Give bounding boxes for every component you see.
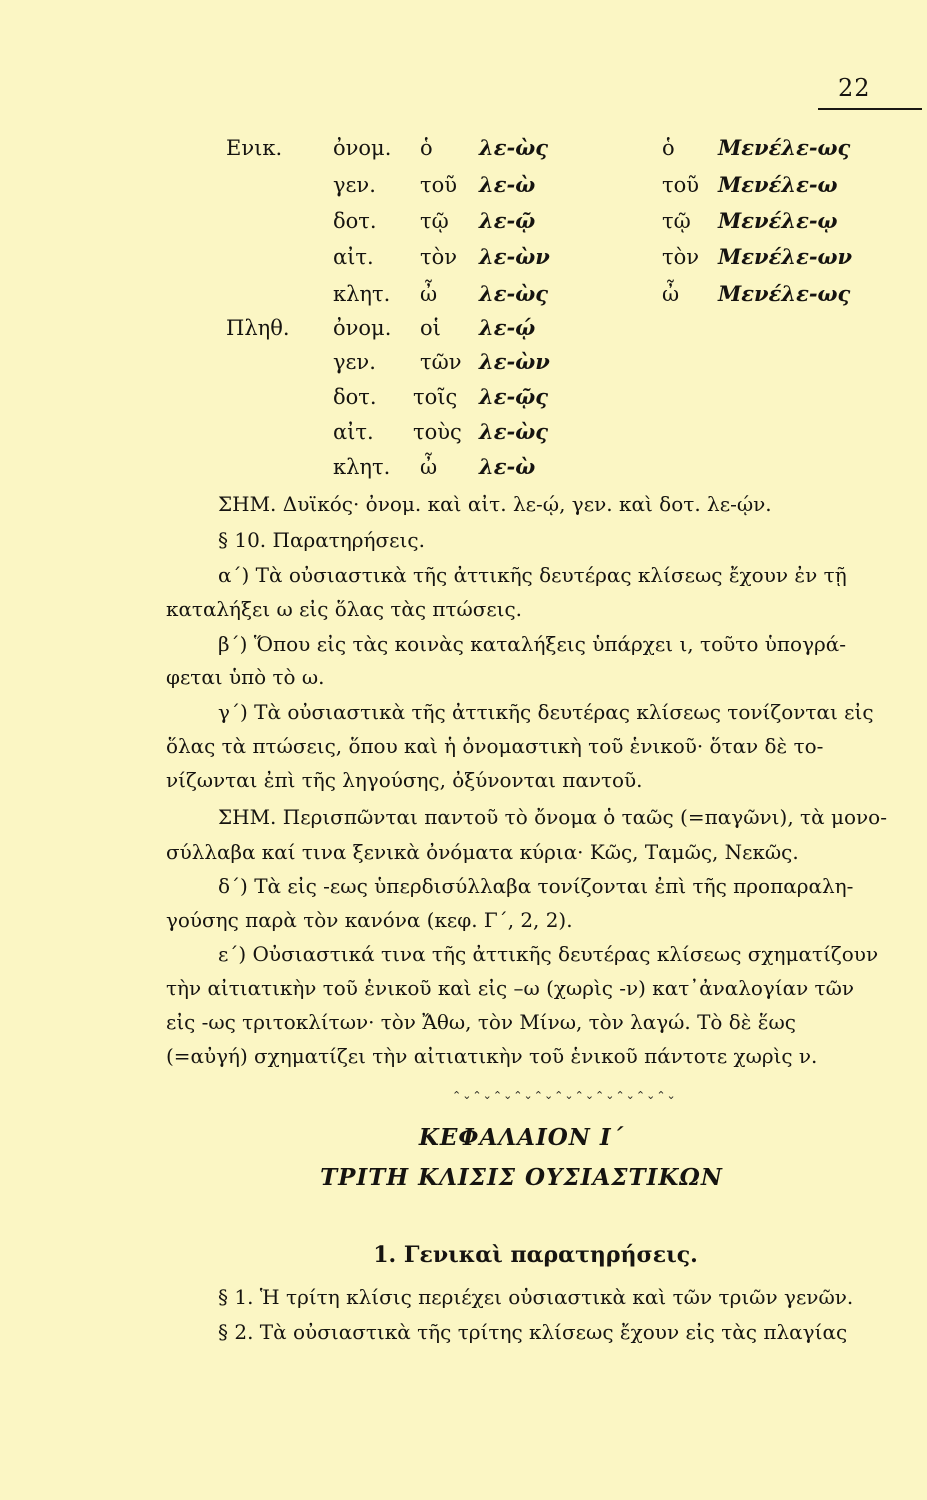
section-heading — [72, 1242, 927, 1268]
noun-form-text: λε-ὼ — [479, 172, 536, 197]
case-label: ὀνομ. — [333, 316, 392, 340]
article: τοῖς — [413, 385, 458, 409]
noun-form-2 — [718, 173, 838, 197]
noun-form-2 — [718, 209, 838, 233]
case-label: δοτ. — [333, 385, 377, 409]
note-perispomena-line-1: ΣΗΜ. Περισπῶνται παντοῦ τὸ ὄνομα ὁ ταῶς (=παγῶνι), τὰ μονο- — [218, 805, 887, 829]
case-label: ὀνομ. — [333, 136, 392, 160]
noun-form-text: λε-ῴ — [479, 315, 536, 340]
page-number: 22 — [838, 74, 871, 102]
noun-form-2-text: Μενέλε-ω — [718, 172, 838, 197]
chapter-title: ΤΡΙΤΗ ΚΛΙΣΙΣ ΟΥΣΙΑΣΤΙΚΩΝ — [320, 1164, 723, 1191]
chapter-number: ΚΕΦΑΛΑΙΟΝ Ι΄ — [418, 1124, 625, 1151]
noun-form-text: λε-ὼς — [479, 419, 548, 444]
noun-form — [479, 173, 535, 197]
noun-form — [479, 136, 548, 160]
rule-e-line-2: τὴν αἰτιατικὴν τοῦ ἑνικοῦ καὶ εἰς –ω (χωρὶς -ν) κατ᾿ἀναλογίαν τῶν — [166, 976, 854, 1000]
noun-form — [479, 455, 535, 479]
article-2: τοῦ — [662, 173, 700, 197]
case-label: δοτ. — [333, 209, 377, 233]
noun-form — [479, 316, 535, 340]
section-number: 1. — [373, 1242, 397, 1268]
page-header-rule — [818, 108, 922, 110]
rule-d-line-2: γούσης παρὰ τὸν κανόνα (κεφ. Γ΄, 2, 2). — [166, 908, 573, 932]
number-label: Ενικ. — [226, 136, 283, 160]
article: τὸν — [420, 245, 458, 269]
article: τῶν — [420, 350, 462, 374]
rule-c-line-2: ὅλας τὰ πτώσεις, ὅπου καὶ ἡ ὀνομαστικὴ τοῦ ἑνικοῦ· ὅταν δὲ το- — [166, 734, 824, 758]
article: τοὺς — [413, 420, 462, 444]
rule-c-line-3: νίζωνται ἐπὶ τῆς ληγούσης, ὀξύνονται παντοῦ. — [166, 768, 643, 792]
rule-b-line-2: φεται ὑπὸ τὸ ω. — [166, 665, 325, 689]
noun-form — [479, 245, 550, 269]
noun-form-2-text: Μενέλε-ῳ — [718, 208, 838, 233]
article: τοῦ — [420, 173, 458, 197]
section-heading-text: Γενικαὶ παρατηρήσεις. — [403, 1242, 698, 1268]
noun-form-2-text: Μενέλε-ως — [718, 135, 851, 160]
noun-form-2-text: Μενέλε-ων — [718, 244, 853, 269]
rule-c-line-1: γ΄) Τὰ οὐσιαστικὰ τῆς ἀττικῆς δευτέρας κλίσεως τονίζονται εἰς — [218, 700, 874, 724]
noun-form-text: λε-ὼ — [479, 454, 536, 479]
ornamental-divider: ⌃⌄⌃⌄⌃⌄⌃⌄⌃⌄⌃⌄⌃⌄⌃⌄⌃⌄⌃⌄⌃⌄ — [452, 1089, 677, 1102]
noun-form — [479, 385, 548, 409]
section-2-paragraph: § 2. Τὰ οὐσιαστικὰ τῆς τρίτης κλίσεως ἔχουν εἰς τὰς πλαγίας — [218, 1320, 848, 1344]
rule-b-line-1: β΄) Ὅπου εἰς τὰς κοινὰς καταλήξεις ὑπάρχει ι, τοῦτο ὑπογρά- — [218, 632, 847, 656]
noun-form-text: λε-ὼς — [479, 281, 548, 306]
noun-form — [479, 282, 548, 306]
noun-form — [479, 420, 548, 444]
article: οἱ — [420, 316, 441, 340]
rule-d-line-1: δ΄) Τὰ εἰς -εως ὑπερδισύλλαβα τονίζονται ἐπὶ τῆς προπαραλη- — [218, 874, 854, 898]
noun-form-text: λε-ὼν — [479, 349, 550, 374]
section-1-paragraph: § 1. Ἡ τρίτη κλίσις περιέχει οὐσιαστικὰ καὶ τῶν τριῶν γενῶν. — [218, 1285, 854, 1309]
section-10-heading: § 10. Παρατηρήσεις. — [218, 528, 425, 552]
rule-e-line-1: ε΄) Οὐσιαστικά τινα τῆς ἀττικῆς δευτέρας κλίσεως σχηματίζουν — [218, 942, 879, 966]
rule-a-line-1: α΄) Τὰ οὐσιαστικὰ τῆς ἀττικῆς δευτέρας κλίσεως ἔχουν ἐν τῇ — [218, 563, 847, 587]
article-2: ὦ — [662, 282, 680, 306]
dual-note: ΣΗΜ. Δυϊκός· ὀνομ. καὶ αἰτ. λε-ῴ, γεν. καὶ δοτ. λε-ῴν. — [218, 492, 772, 516]
noun-form-text: λε-ῷς — [479, 384, 548, 409]
article-2: ὁ — [662, 136, 675, 160]
article-2: τὸν — [662, 245, 700, 269]
case-label: κλητ. — [333, 282, 391, 306]
noun-form-text: λε-ὼς — [479, 135, 548, 160]
noun-form-text: λε-ῷ — [479, 208, 536, 233]
case-label: γεν. — [333, 173, 376, 197]
article: ὦ — [420, 455, 438, 479]
rule-a-line-2: καταλήξει ω εἰς ὅλας τὰς πτώσεις. — [166, 597, 523, 621]
noun-form — [479, 350, 550, 374]
noun-form-2 — [718, 136, 850, 160]
article: ὁ — [420, 136, 433, 160]
number-label: Πληθ. — [226, 316, 290, 340]
case-label: γεν. — [333, 350, 376, 374]
noun-form-2 — [718, 282, 850, 306]
case-label: αἰτ. — [333, 420, 374, 444]
article: ὦ — [420, 282, 438, 306]
case-label: αἰτ. — [333, 245, 374, 269]
noun-form-2 — [718, 245, 852, 269]
noun-form-text: λε-ὼν — [479, 244, 550, 269]
case-label: κλητ. — [333, 455, 391, 479]
article: τῷ — [420, 209, 449, 233]
article-2: τῷ — [662, 209, 691, 233]
rule-e-line-3: εἰς -ως τριτοκλίτων· τὸν Ἄθω, τὸν Μίνω, τὸν λαγώ. Τὸ δὲ ἕως — [166, 1010, 796, 1034]
noun-form-2-text: Μενέλε-ως — [718, 281, 851, 306]
noun-form — [479, 209, 535, 233]
rule-e-line-4: (=αὐγή) σχηματίζει τὴν αἰτιατικὴν τοῦ ἑνικοῦ πάντοτε χωρὶς ν. — [166, 1044, 818, 1068]
note-perispomena-line-2: σύλλαβα καί τινα ξενικὰ ὀνόματα κύρια· Κῶς, Ταμῶς, Νεκῶς. — [166, 840, 799, 864]
